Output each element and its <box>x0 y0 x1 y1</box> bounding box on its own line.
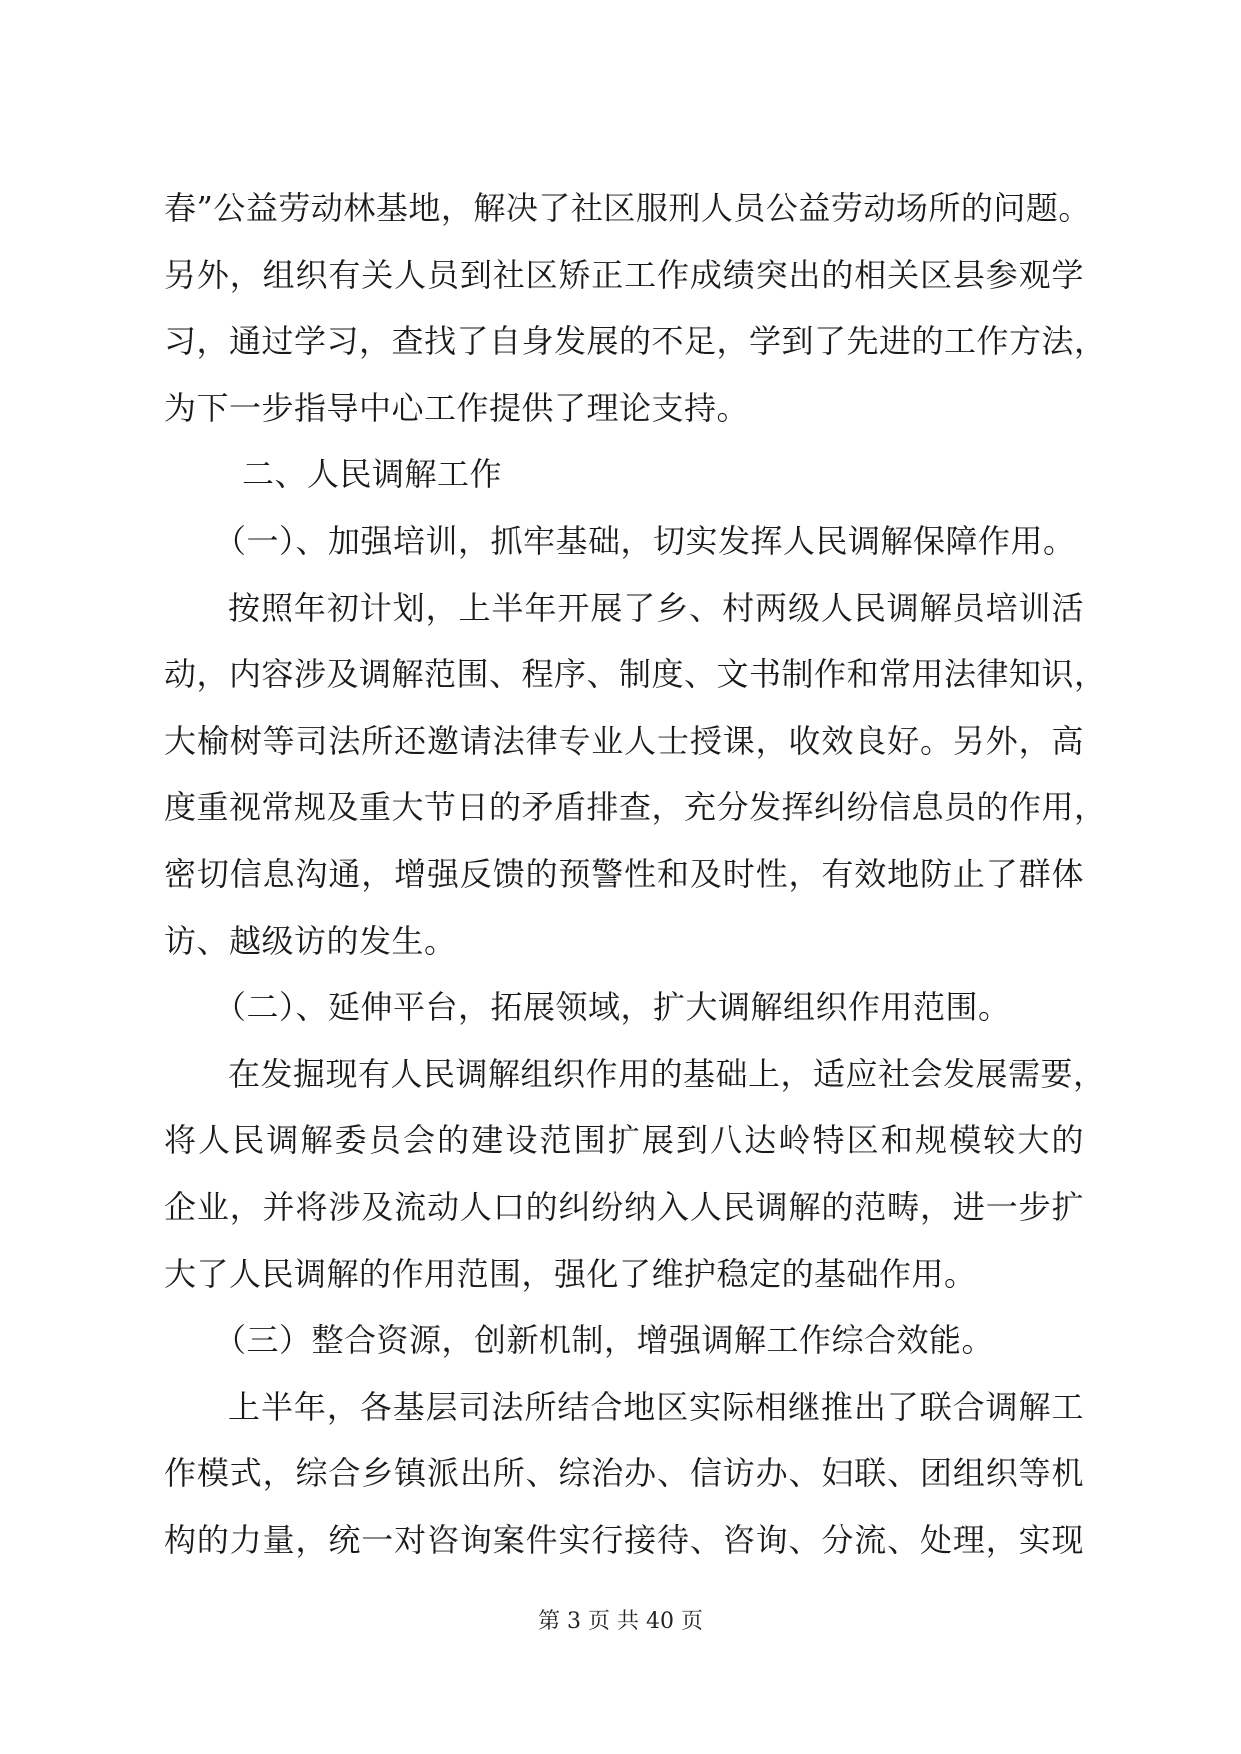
text-line: 密切信息沟通，增强反馈的预警性和及时性，有效地防止了群体 <box>164 854 1084 893</box>
text-line: 大了人民调解的作用范围，强化了维护稳定的基础作用。 <box>164 1254 977 1293</box>
text-line: 将人民调解委员会的建设范围扩展到八达岭特区和规模较大的 <box>164 1121 1084 1160</box>
text-line: 作模式，综合乡镇派出所、综治办、信访办、妇联、团组织等机 <box>164 1454 1084 1493</box>
subsection-heading: （二）、延伸平台，拓展领域，扩大调解组织作用范围。 <box>214 988 1011 1027</box>
text-line: 构的力量，统一对咨询案件实行接待、咨询、分流、处理，实现 <box>164 1520 1084 1559</box>
subsection-heading: （一）、加强培训，抓牢基础，切实发挥人民调解保障作用。 <box>214 521 1076 560</box>
text-line: 访、越级访的发生。 <box>164 921 457 960</box>
text-line: 按照年初计划，上半年开展了乡、村两级人民调解员培训活 <box>228 588 1084 627</box>
text-line: 上半年，各基层司法所结合地区实际相继推出了联合调解工 <box>228 1387 1084 1426</box>
text-line: 企业，并将涉及流动人口的纠纷纳入人民调解的范畴，进一步扩 <box>164 1187 1084 1226</box>
text-line: 习，通过学习，查找了自身发展的不足，学到了先进的工作方法， <box>164 322 1107 361</box>
body-text <box>164 175 1107 1573</box>
text-line: 另外，组织有关人员到社区矫正工作成绩突出的相关区县参观学 <box>164 255 1084 294</box>
text-line: 为下一步指导中心工作提供了理论支持。 <box>164 388 750 427</box>
text-line: 在发掘现有人民调解组织作用的基础上，适应社会发展需要， <box>228 1054 1106 1093</box>
section-heading: 二、人民调解工作 <box>242 455 503 494</box>
subsection-heading: （三）整合资源，创新机制，增强调解工作综合效能。 <box>214 1321 995 1360</box>
page-footer: 第 3 页 共 40 页 <box>538 1609 703 1634</box>
text-line: 大榆树等司法所还邀请法律专业人士授课，收效良好。另外，高 <box>164 721 1084 760</box>
text-line: 度重视常规及重大节日的矛盾排查，充分发挥纠纷信息员的作用， <box>164 788 1107 827</box>
text-line: 动，内容涉及调解范围、程序、制度、文书制作和常用法律知识， <box>164 655 1107 694</box>
text-line: 春”公益劳动林基地，解决了社区服刑人员公益劳动场所的问题。 <box>164 189 1091 227</box>
